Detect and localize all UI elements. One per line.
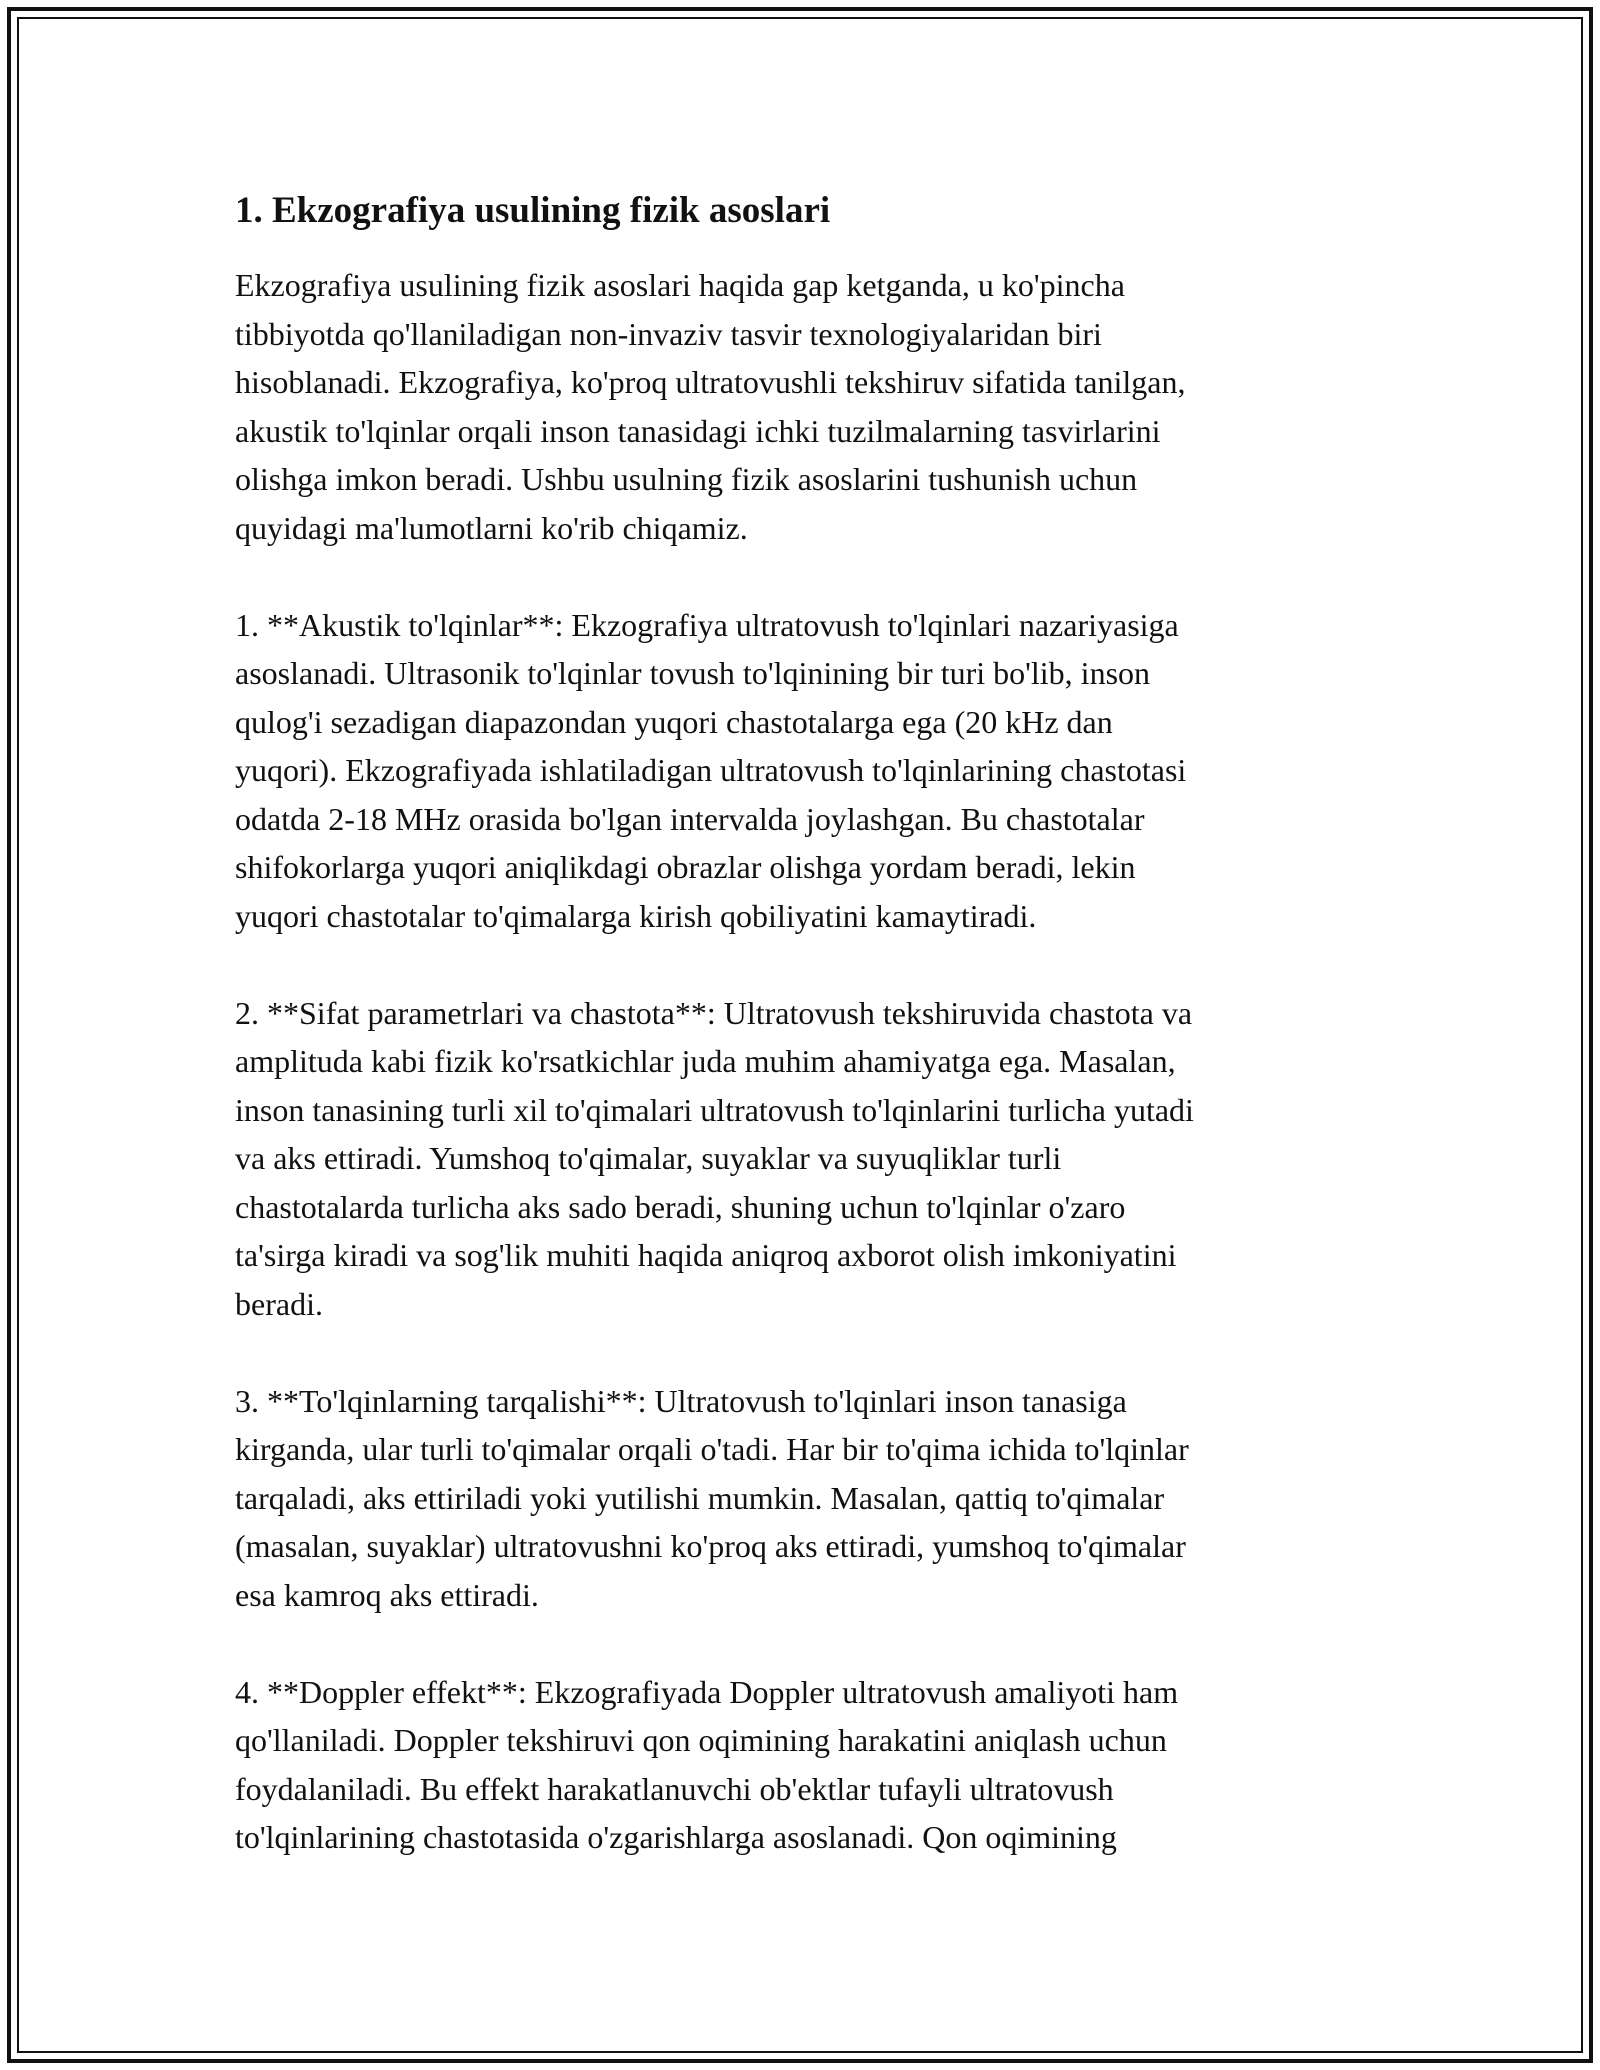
text-line: tarqaladi, aks ettiriladi yoki yutilishi mumkin. Masalan, qattiq to'qimalar [235, 1479, 1165, 1516]
text-line: yuqori). Ekzografiyada ishlatiladigan ultratovush to'lqinlarining chastotasi [235, 752, 1187, 788]
text-line: amplituda kabi fizik ko'rsatkichlar juda muhim ahamiyatga ega. Masalan, [235, 1043, 1176, 1079]
text-line: olishga imkon beradi. Ushbu usulning fizik asoslarini tushunish uchun [235, 461, 1138, 497]
text-line: (masalan, suyaklar) ultratovushni ko'proq aks ettiradi, yumshoq to'qimalar [235, 1528, 1186, 1564]
text-line: Ekzografiya usulining fizik asoslari haqida gap ketganda, u ko'pincha [235, 267, 1125, 303]
text-line: ta'sirga kiradi va sog'lik muhiti haqida aniqroq axborot olish imkoniyatini [235, 1237, 1177, 1273]
text-line: qulog'i sezadigan diapazondan yuqori chastotalarga ega (20 kHz dan [235, 703, 1113, 740]
text-line: 2. **Sifat parametrlari va chastota**: Ultratovush tekshiruvida chastota va [235, 994, 1193, 1031]
text-line: inson tanasining turli xil to'qimalari ultratovush to'lqinlarini turlicha yutadi [235, 1091, 1194, 1128]
text-line: yuqori chastotalar to'qimalarga kirish qobiliyatini kamaytiradi. [235, 897, 1037, 934]
text-line: esa kamroq aks ettiradi. [235, 1576, 539, 1613]
text-line: beradi. [235, 1285, 323, 1322]
text-line: 1. **Akustik to'lqinlar**: Ekzografiya ultratovush to'lqinlari nazariyasiga [235, 606, 1179, 643]
section-heading: 1. Ekzografiya usulining fizik asoslari [235, 190, 831, 231]
text-line: qo'llaniladi. Doppler tekshiruvi qon oqimining harakatini aniqlash uchun [235, 1722, 1167, 1758]
document-body [235, 185, 1355, 1910]
text-line: chastotalarda turlicha aks sado beradi, shuning uchun to'lqinlar o'zaro [235, 1188, 1126, 1225]
text-line: asoslanadi. Ultrasonik to'lqinlar tovush to'lqinining bir turi bo'lib, inson [235, 655, 1151, 691]
text-line: 4. **Doppler effekt**: Ekzografiyada Doppler ultratovush amaliyoti ham [235, 1673, 1179, 1710]
text-line: hisoblanadi. Ekzografiya, ko'proq ultratovushli tekshiruv sifatida tanilgan, [235, 364, 1186, 400]
paragraph-wave-propagation [235, 1377, 1355, 1620]
text-line: va aks ettiradi. Yumshoq to'qimalar, suyaklar va suyuqliklar turli [235, 1140, 1062, 1176]
text-line: odatda 2-18 MHz orasida bo'lgan intervalda joylashgan. Bu chastotalar [235, 800, 1145, 837]
paragraph-doppler-effect [235, 1668, 1355, 1862]
text-line: to'lqinlarining chastotasida o'zgarishlarga asoslanadi. Qon oqimining [235, 1819, 1117, 1855]
text-line: kirganda, ular turli to'qimalar orqali o'tadi. Har bir to'qima ichida to'lqinlar [235, 1431, 1189, 1467]
text-line: foydalaniladi. Bu effekt harakatlanuvchi ob'ektlar tufayli ultratovush [235, 1770, 1114, 1807]
text-line: 3. **To'lqinlarning tarqalishi**: Ultratovush to'lqinlari inson tanasiga [235, 1382, 1127, 1419]
text-line: shifokorlarga yuqori aniqlikdagi obrazlar olishga yordam beradi, lekin [235, 849, 1136, 885]
intro-paragraph [235, 261, 1355, 552]
paragraph-acoustic-waves [235, 601, 1355, 941]
paragraph-quality-parameters [235, 989, 1355, 1329]
text-line: akustik to'lqinlar orqali inson tanasidagi ichki tuzilmalarning tasvirlarini [235, 412, 1161, 449]
text-line: quyidagi ma'lumotlarni ko'rib chiqamiz. [235, 509, 748, 546]
text-line: tibbiyotda qo'llaniladigan non-invaziv tasvir texnologiyalaridan biri [235, 315, 1102, 352]
